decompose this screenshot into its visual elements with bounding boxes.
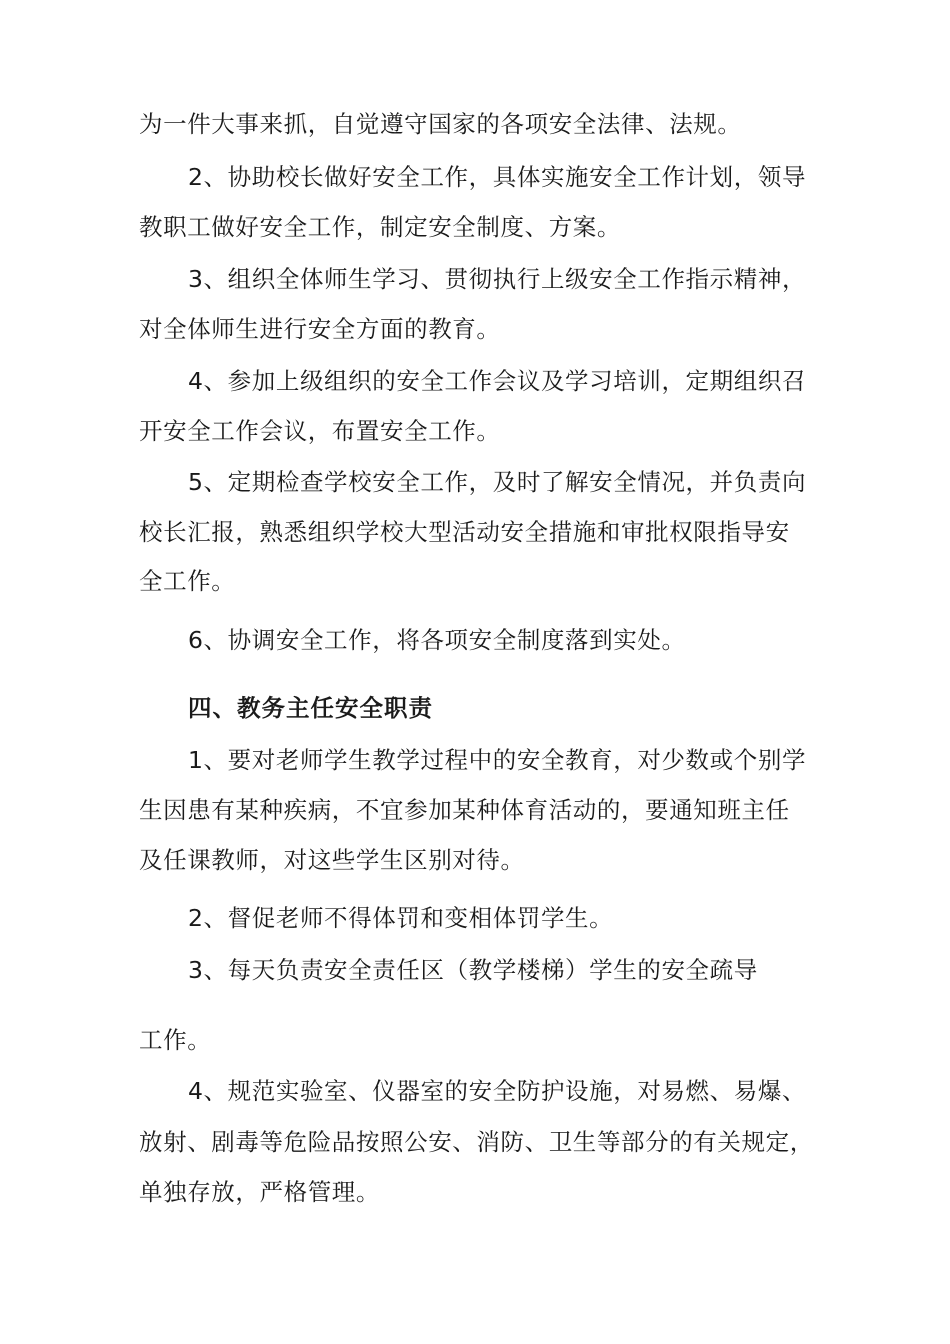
paragraph-line: 工作。	[139, 1026, 212, 1054]
paragraph-line: 4、规范实验室、仪器室的安全防护设施，对易燃、易爆、	[188, 1077, 807, 1105]
paragraph-line: 为一件大事来抓，自觉遵守国家的各项安全法律、法规。	[139, 110, 742, 138]
paragraph-line: 3、组织全体师生学习、贯彻执行上级安全工作指示精神，	[188, 265, 807, 293]
paragraph-line: 3、每天负责安全责任区（教学楼梯）学生的安全疏导	[188, 956, 758, 984]
paragraph-line: 6、协调安全工作，将各项安全制度落到实处。	[188, 626, 686, 654]
paragraph-line: 生因患有某种疾病，不宜参加某种体育活动的，要通知班主任	[139, 796, 790, 824]
paragraph-line: 2、协助校长做好安全工作，具体实施安全工作计划，领导	[188, 163, 807, 191]
paragraph-line: 对全体师生进行安全方面的教育。	[139, 315, 501, 343]
paragraph-line: 2、督促老师不得体罚和变相体罚学生。	[188, 904, 614, 932]
paragraph-line: 1、要对老师学生教学过程中的安全教育，对少数或个别学	[188, 746, 807, 774]
paragraph-line: 4、参加上级组织的安全工作会议及学习培训，定期组织召	[188, 367, 807, 395]
section-heading: 四、教务主任安全职责	[188, 694, 433, 722]
paragraph-line: 全工作。	[139, 567, 236, 595]
paragraph-line: 单独存放，严格管理。	[139, 1178, 380, 1206]
paragraph-line: 教职工做好安全工作，制定安全制度、方案。	[139, 213, 621, 241]
paragraph-line: 开安全工作会议，布置安全工作。	[139, 417, 501, 445]
paragraph-line: 放射、剧毒等危险品按照公安、消防、卫生等部分的有关规定，	[139, 1128, 814, 1156]
paragraph-line: 及任课教师，对这些学生区别对待。	[139, 846, 525, 874]
paragraph-line: 校长汇报，熟悉组织学校大型活动安全措施和审批权限指导安	[139, 518, 790, 546]
paragraph-line: 5、定期检查学校安全工作，及时了解安全情况，并负责向	[188, 468, 807, 496]
